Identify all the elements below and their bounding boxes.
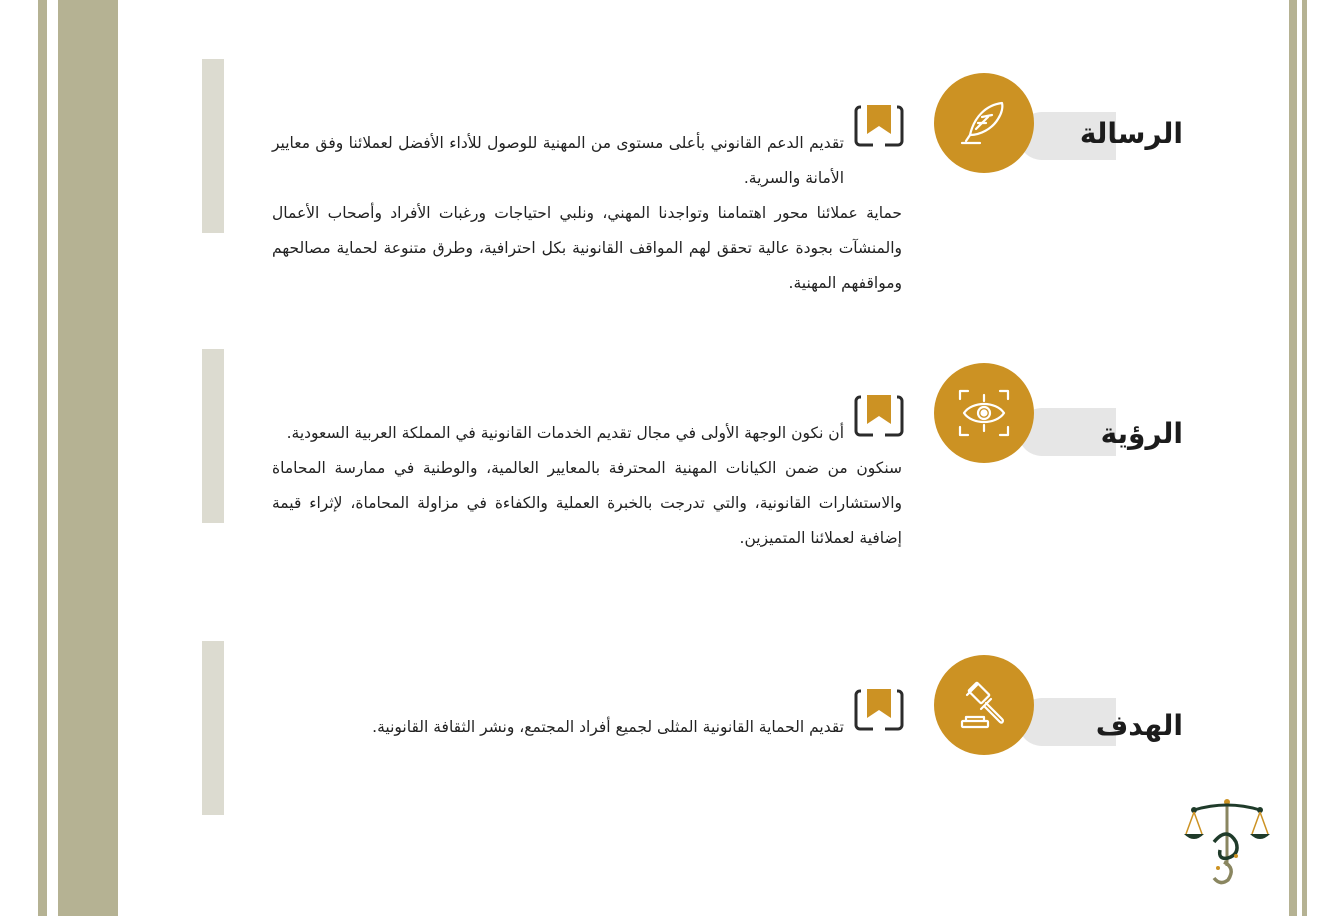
section-divider-bar (202, 641, 224, 815)
left-stripe-wide (58, 0, 118, 916)
paragraph: تقديم الحماية القانونية المثلى لجميع أفراد المجتمع، ونشر الثقافة القانونية. (372, 718, 844, 736)
feather-icon (956, 95, 1012, 151)
section-icon-circle (934, 655, 1034, 755)
section-icon-circle (934, 73, 1034, 173)
section-title: الهدف (1095, 709, 1183, 742)
section-text (272, 416, 902, 556)
right-stripe-a (1289, 0, 1297, 916)
section-text (272, 710, 902, 745)
section-title: الرسالة (1079, 117, 1183, 150)
section-title: الرؤية (1100, 417, 1183, 450)
left-stripe-thin (38, 0, 47, 916)
gavel-icon (956, 677, 1012, 733)
paragraph: حماية عملائنا محور اهتمامنا وتواجدنا المهني، ونلبي احتياجات ورغبات الأفراد وأصحاب الأعمال والمنشآت بجودة عالية تحقق لهم المواقف القانونية بكل احترافية، وطرق متنوعة لحماية مصالحهم ومواقفهم المهنية. (272, 204, 902, 292)
scales-logo-icon (1184, 796, 1270, 888)
section-divider-bar (202, 349, 224, 523)
right-stripe-b (1302, 0, 1307, 916)
section-text (272, 126, 902, 301)
eye-focus-icon (956, 385, 1012, 441)
paragraph: تقديم الدعم القانوني بأعلى مستوى من المهنية للوصول للأداء الأفضل لعملائنا وفق معايير الأمانة والسرية. (272, 134, 844, 187)
section-divider-bar (202, 59, 224, 233)
paragraph: أن نكون الوجهة الأولى في مجال تقديم الخدمات القانونية في المملكة العربية السعودية. (286, 424, 844, 442)
section-icon-circle (934, 363, 1034, 463)
paragraph: سنكون من ضمن الكيانات المهنية المحترفة بالمعايير العالمية، والوطنية في ممارسة المحاماة والاستشارات القانونية، والتي تدرجت بالخبرة العملية والكفاءة في مزاولة المحاماة، لإثراء قيمة إضافية لعملائنا المتميزين. (272, 459, 902, 547)
